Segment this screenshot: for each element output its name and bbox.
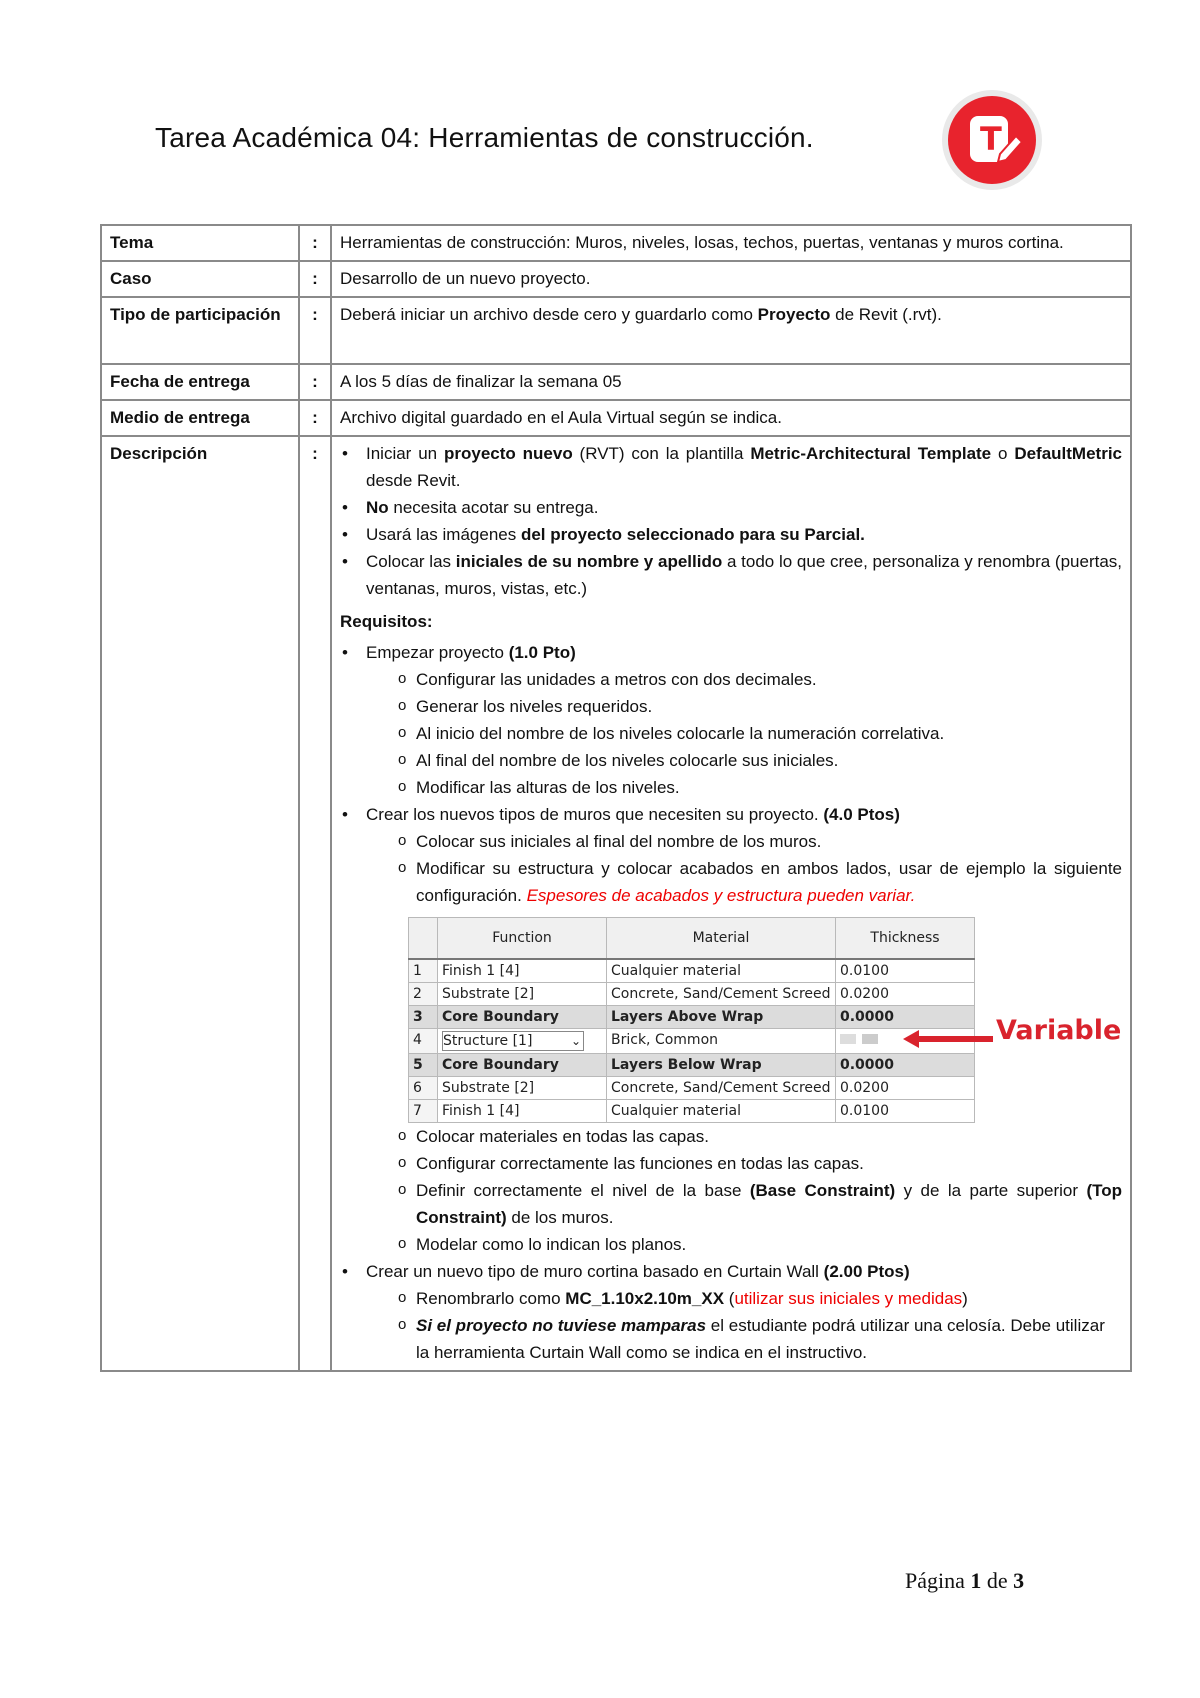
sub-item: o Al inicio del nombre de los niveles colocarle la numeración correlativa. (396, 720, 1122, 747)
function-dropdown[interactable]: Structure [1] ⌄ (442, 1031, 584, 1051)
sub-item: o Al final del nombre de los niveles colocarle sus iniciales. (396, 747, 1122, 774)
sub-item: o Colocar materiales en todas las capas. (396, 1123, 1122, 1150)
layer-table (408, 917, 975, 1123)
info-table (100, 224, 1132, 1372)
row-tema (101, 225, 1131, 261)
table-row: 2 Substrate [2] Concrete, Sand/Cement Screed 0.0200 (409, 983, 975, 1006)
list-item: • Iniciar un proyecto nuevo (RVT) con la plantilla Metric-Architectural Template o DefaultMetric desde Revit. (340, 440, 1122, 494)
sub-item: o Generar los niveles requeridos. (396, 693, 1122, 720)
label-tema: Tema (101, 225, 299, 261)
sub-list (366, 828, 1122, 909)
label-descripcion: Descripción (101, 436, 299, 1371)
row-fecha (101, 364, 1131, 400)
value-descripcion (331, 436, 1131, 1371)
label-tipo: Tipo de participación (101, 297, 299, 364)
list-item: • Colocar las iniciales de su nombre y apellido a todo lo que cree, personaliza y renombra (puertas, ventanas, muros, vistas, etc.) (340, 548, 1122, 602)
list-item: • Crear los nuevos tipos de muros que necesiten su proyecto. (4.0 Ptos) o Colocar sus iniciales al final del nombre de los muros. o Modificar su estructura y colocar acabados en ambos lados, usar de ejemplo la siguiente configuración. Espesores de acabados y estructura pueden variar. Function Material Thickness 1 Finish 1 [4] Cualquier material 0.0100 2 Substrate [2] Concrete, Sand/Cement Screed 0.0200 3 Core Boundary Layers Above Wrap 0.0000 4 Structure [1] ⌄ Brick, Common 5 Core Boundary Layers Below Wrap 0.0000 6 Substrate [2] Concrete, Sand/Cement Screed 0.0200 7 Finish 1 [4] Cualquier material 0.0100 Variable o Colocar materiales en todas las capas. o Configurar correctamente las funciones en todas las capas. o Definir correctamente el nivel de la base (Base Constraint) y de la parte superior (Top Constraint) de los muros. o Modelar como lo indican los planos. (340, 801, 1122, 1258)
row-caso (101, 261, 1131, 297)
list-item: • Empezar proyecto (1.0 Pto) o Configurar las unidades a metros con dos decimales. o Generar los niveles requeridos. o Al inicio del nombre de los niveles colocarle la numeración correlativa. o Al final del nombre de los niveles colocarle sus iniciales. o Modificar las alturas de los niveles. (340, 639, 1122, 801)
row-tipo (101, 297, 1131, 364)
sub-item: o Configurar correctamente las funciones en todas las capas. (396, 1150, 1122, 1177)
header-thickness: Thickness (836, 918, 975, 960)
sub-list (366, 1123, 1122, 1258)
text: Deberá iniciar un archivo desde cero y guardarlo como (340, 305, 758, 324)
sub-item: o Configurar las unidades a metros con dos decimales. (396, 666, 1122, 693)
text-bold: Proyecto (757, 305, 831, 324)
description-list (340, 440, 1122, 602)
page-title: Tarea Académica 04: Herramientas de construcción. (155, 122, 814, 153)
sub-item: o Modelar como lo indican los planos. (396, 1231, 1122, 1258)
sub-item: o Si el proyecto no tuviese mamparas el estudiante podrá utilizar una celosía. Debe utilizar la herramienta Curtain Wall como se indica en el instructivo. (396, 1312, 1122, 1366)
sub-list (366, 666, 1122, 801)
value-caso: Desarrollo de un nuevo proyecto. (331, 261, 1131, 297)
table-row: 4 Structure [1] ⌄ Brick, Common (409, 1029, 975, 1054)
label-caso: Caso (101, 261, 299, 297)
arrow-left-icon (903, 1029, 993, 1049)
wall-structure-figure (408, 917, 1122, 1119)
row-medio (101, 400, 1131, 436)
chevron-down-icon: ⌄ (570, 1034, 581, 1048)
colon: : (299, 261, 331, 297)
table-row: 1 Finish 1 [4] Cualquier material 0.0100 (409, 959, 975, 983)
header-material: Material (607, 918, 836, 960)
requisitos-heading: Requisitos: (340, 612, 433, 631)
table-row: 7 Finish 1 [4] Cualquier material 0.0100 (409, 1100, 975, 1123)
list-item: • No necesita acotar su entrega. (340, 494, 1122, 521)
list-item: • Usará las imágenes del proyecto seleccionado para su Parcial. (340, 521, 1122, 548)
value-tema: Herramientas de construcción: Muros, niveles, losas, techos, puertas, ventanas y muros cortina. (331, 225, 1131, 261)
header-index (409, 918, 438, 960)
variable-label: Variable (996, 1015, 1122, 1046)
list-item: • Crear un nuevo tipo de muro cortina basado en Curtain Wall (2.00 Ptos) o Renombrarlo como MC_1.10x2.10m_XX (utilizar sus iniciales y medidas) o Si el proyecto no tuviese mamparas el estudiante podrá utilizar una celosía. Debe utilizar la herramienta Curtain Wall como se indica en el instructivo. (340, 1258, 1122, 1366)
edit-document-icon (940, 88, 1044, 192)
value-fecha: A los 5 días de finalizar la semana 05 (331, 364, 1131, 400)
colon: : (299, 364, 331, 400)
table-row: 5 Core Boundary Layers Below Wrap 0.0000 (409, 1054, 975, 1077)
header-function: Function (438, 918, 607, 960)
sub-item: o Modificar las alturas de los niveles. (396, 774, 1122, 801)
value-tipo (331, 297, 1131, 364)
colon: : (299, 400, 331, 436)
row-descripcion (101, 436, 1131, 1371)
label-medio: Medio de entrega (101, 400, 299, 436)
colon: : (299, 225, 331, 261)
logo-letter: T (980, 120, 1002, 158)
page-number: Página 1 de 3 (905, 1568, 1025, 1593)
sub-item: o Modificar su estructura y colocar acabados en ambos lados, usar de ejemplo la siguiente configuración. Espesores de acabados y estructura pueden variar. (396, 855, 1122, 909)
sub-item: o Colocar sus iniciales al final del nombre de los muros. (396, 828, 1122, 855)
sub-list (366, 1285, 1122, 1366)
text: de Revit (.rvt). (830, 305, 942, 324)
table-row: 3 Core Boundary Layers Above Wrap 0.0000 (409, 1006, 975, 1029)
sub-item: o Definir correctamente el nivel de la base (Base Constraint) y de la parte superior (Top Constraint) de los muros. (396, 1177, 1122, 1231)
requirements-list (340, 639, 1122, 1366)
label-fecha: Fecha de entrega (101, 364, 299, 400)
colon: : (299, 436, 331, 1371)
value-medio: Archivo digital guardado en el Aula Virtual según se indica. (331, 400, 1131, 436)
colon: : (299, 297, 331, 364)
table-row: 6 Substrate [2] Concrete, Sand/Cement Screed 0.0200 (409, 1077, 975, 1100)
sub-item: o Renombrarlo como MC_1.10x2.10m_XX (utilizar sus iniciales y medidas) (396, 1285, 1122, 1312)
